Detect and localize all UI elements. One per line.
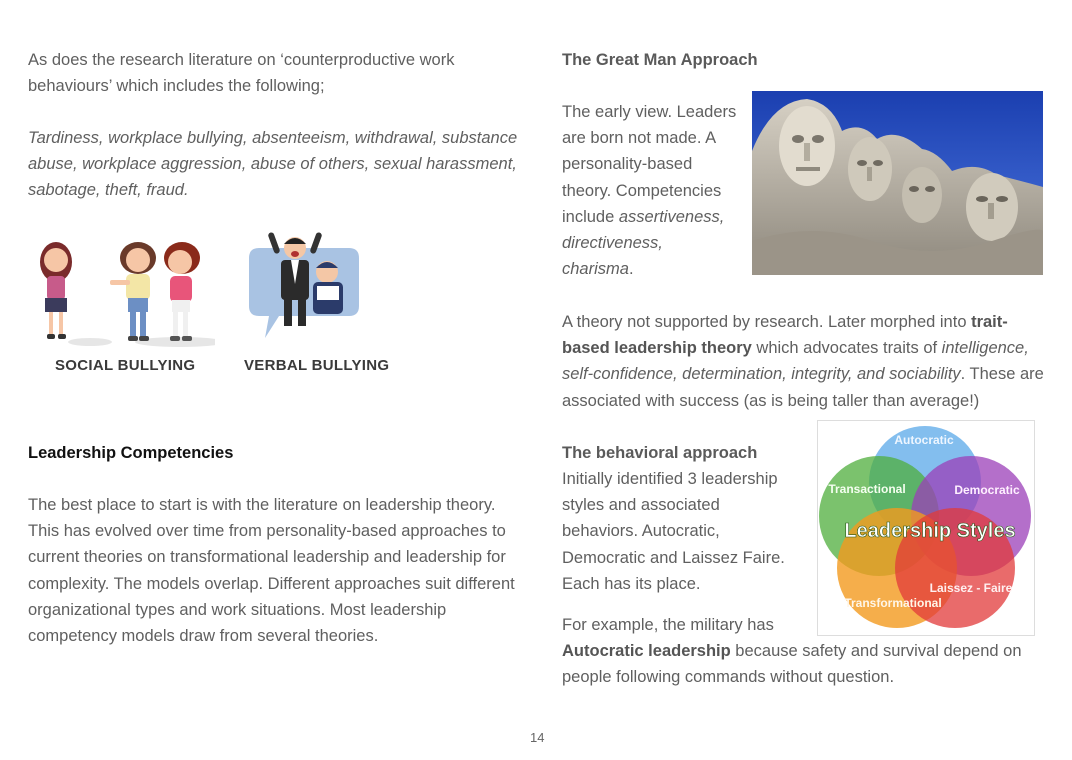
page-number: 14 — [530, 730, 545, 745]
great-man-italic: assertiveness, — [618, 207, 725, 226]
great-man-italic: charisma — [562, 260, 629, 279]
social-bullying-caption: SOCIAL BULLYING — [55, 357, 196, 374]
trait-text: . These are associated with success (as is being taller than average!) — [562, 365, 1044, 410]
mount-rushmore-photo — [752, 91, 1043, 275]
rock-face-4 — [966, 173, 1018, 241]
trait-paragraph — [562, 309, 1047, 414]
behaviours-list — [28, 125, 528, 204]
leadership-styles-diagram — [817, 420, 1035, 636]
social-bullying-illustration — [30, 230, 215, 348]
trait-text: A theory not supported by research. Later morphed into — [562, 313, 972, 331]
rock-face-2 — [848, 137, 892, 201]
behavioral-line: Each has its place. — [562, 574, 701, 593]
example-line — [562, 638, 1052, 664]
venn-label-democratic: Democratic — [954, 483, 1020, 497]
rock-face-1 — [779, 106, 835, 186]
rock-face-3 — [902, 167, 942, 223]
trait-bold: trait-based leadership theory — [562, 313, 1008, 358]
behavioral-paragraph — [562, 466, 812, 597]
example-line: people following commands without question. — [562, 668, 895, 687]
great-man-line — [562, 256, 747, 282]
venn-label-laissez-faire: Laissez - Faire — [929, 581, 1013, 595]
competencies-text: The best place to start is with the literature on leadership theory. This has evolved over time from personality-based approaches to current theories on transformational leadership and leadership for complexity. The models overlap. Different approaches suit different organizational types and work situations. Most leadership competency models draw from several theories. — [28, 496, 515, 646]
great-man-heading: The Great Man Approach — [562, 51, 758, 69]
great-man-line: are born not made. A — [562, 129, 717, 148]
great-man-text: include — [562, 207, 619, 226]
behavioral-line: styles and associated — [562, 496, 720, 515]
great-man-line: directiveness, — [562, 234, 663, 253]
behavioral-line: behaviors. Autocratic, — [562, 522, 720, 541]
great-man-paragraph — [562, 99, 747, 282]
intro-text: As does the research literature on ‘counterproductive work behaviours’ which includes the following; — [28, 51, 455, 96]
great-man-line: The early view. Leaders — [562, 103, 737, 121]
trait-italic: intelligence, self-confidence, determination, integrity, and sociability — [562, 339, 1029, 384]
behaviours-list-text: Tardiness, workplace bullying, absenteeism, withdrawal, substance abuse, workplace aggression, abuse of others, sexual harassment, sabotage, theft, fraud. — [28, 129, 518, 200]
behavioral-line: Initially identified 3 leadership — [562, 470, 778, 488]
trait-text: which advocates traits of — [751, 339, 942, 358]
verbal-bullying-caption: VERBAL BULLYING — [244, 357, 390, 374]
girl-figure-2 — [110, 242, 156, 341]
great-man-line — [562, 204, 747, 230]
venn-label-transactional: Transactional — [828, 482, 906, 496]
venn-label-autocratic: Autocratic — [894, 433, 954, 447]
great-man-text: . — [628, 260, 634, 279]
girl-figure-3 — [164, 242, 200, 341]
girl-figure-1 — [40, 242, 72, 339]
behavioral-heading: The behavioral approach — [562, 444, 758, 462]
example-bold: Autocratic leadership — [562, 642, 731, 661]
example-text: because safety and survival depend on — [730, 642, 1022, 661]
verbal-bullying-illustration — [245, 226, 365, 344]
example-line: For example, the military has — [562, 616, 774, 634]
great-man-line: theory. Competencies — [562, 181, 722, 200]
competencies-paragraph — [28, 492, 518, 649]
intro-paragraph — [28, 47, 528, 99]
great-man-line: personality-based — [562, 155, 693, 174]
leadership-competencies-heading: Leadership Competencies — [28, 444, 234, 462]
venn-label-center: Leadership Styles — [844, 520, 1016, 542]
venn-label-transformational: Transformational — [844, 596, 942, 610]
behavioral-line: Democratic and Laissez Faire. — [562, 548, 785, 567]
